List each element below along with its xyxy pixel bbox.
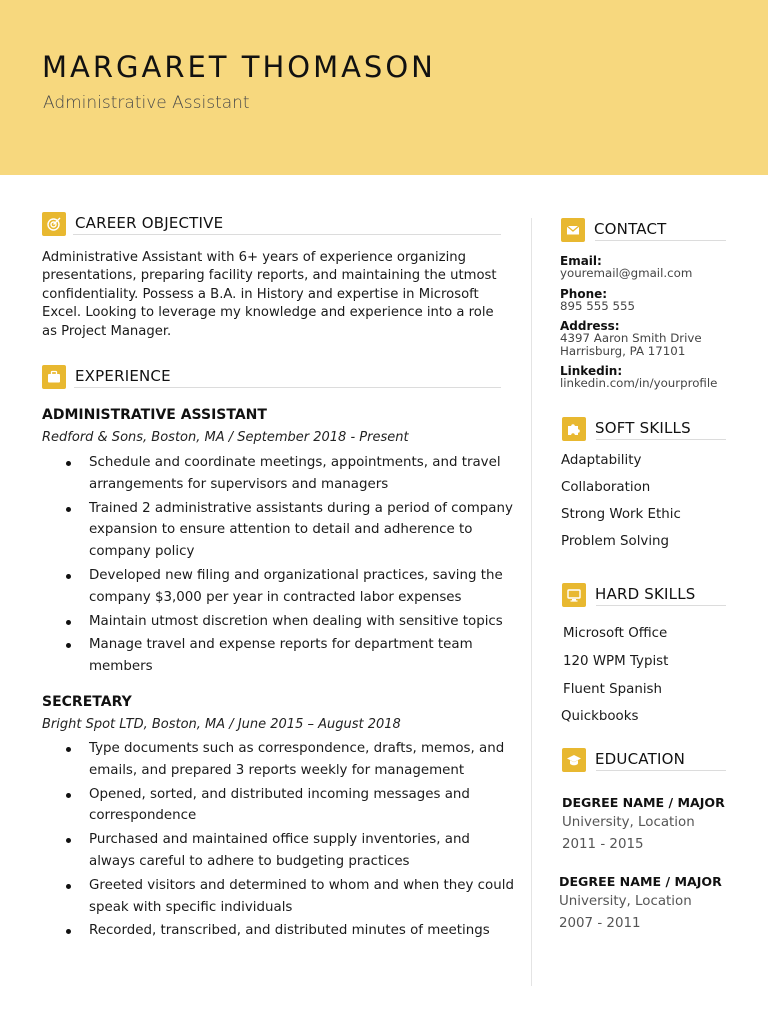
hard-skill-item: Fluent Spanish bbox=[563, 682, 663, 697]
soft-skill-item: Problem Solving bbox=[561, 534, 670, 549]
soft-skill-item: Collaboration bbox=[561, 480, 651, 495]
hard-skill-item: 120 WPM Typist bbox=[563, 654, 669, 669]
hard-skill-item: Microsoft Office bbox=[563, 626, 668, 641]
resume-header bbox=[0, 0, 768, 175]
linkedin-value: linkedin.com/in/yourprofile bbox=[560, 376, 718, 390]
candidate-name: MARGARET THOMASON bbox=[42, 50, 436, 84]
list-item: Recorded, transcribed, and distributed minutes of meetings bbox=[42, 920, 514, 942]
school-years: 2011 - 2015 bbox=[562, 837, 644, 852]
address-label: Address: bbox=[560, 319, 620, 333]
candidate-title: Administrative Assistant bbox=[43, 93, 250, 113]
address-line-2: Harrisburg, PA 17101 bbox=[560, 344, 686, 358]
section-rule bbox=[73, 234, 501, 235]
job-title: ADMINISTRATIVE ASSISTANT bbox=[42, 407, 267, 423]
section-rule bbox=[596, 770, 726, 771]
contact-heading bbox=[561, 218, 667, 242]
soft-skill-item: Adaptability bbox=[561, 453, 642, 468]
list-item: Purchased and maintained office supply inventories, and always careful to adhere to budgeting practices bbox=[42, 829, 514, 873]
list-item: Schedule and coordinate meetings, appointments, and travel arrangements for supervisors and managers bbox=[42, 452, 514, 496]
section-title: EDUCATION bbox=[595, 749, 685, 768]
job-title: SECRETARY bbox=[42, 694, 132, 710]
degree-name: DEGREE NAME / MAJOR bbox=[559, 874, 722, 889]
list-item: Greeted visitors and determined to whom and when they could speak with specific individuals bbox=[42, 875, 514, 919]
list-item: Developed new filing and organizational practices, saving the company $3,000 per year in contracted labor expenses bbox=[42, 565, 514, 609]
job-bullets bbox=[42, 452, 514, 680]
column-divider bbox=[531, 218, 532, 986]
briefcase-icon bbox=[42, 365, 66, 389]
target-icon bbox=[42, 212, 66, 236]
section-title: SOFT SKILLS bbox=[595, 418, 691, 437]
soft-skill-item: Strong Work Ethic bbox=[561, 507, 681, 522]
career-objective-heading bbox=[42, 212, 223, 236]
puzzle-icon bbox=[562, 417, 586, 441]
section-title: CAREER OBJECTIVE bbox=[75, 213, 224, 232]
school-name: University, Location bbox=[559, 894, 692, 909]
linkedin-label: Linkedin: bbox=[560, 364, 623, 378]
graduation-cap-icon bbox=[562, 748, 586, 772]
section-title: CONTACT bbox=[594, 219, 667, 238]
experience-heading bbox=[42, 365, 171, 389]
hard-skills-heading bbox=[562, 583, 696, 607]
hard-skill-item: Quickbooks bbox=[561, 709, 639, 724]
section-rule bbox=[595, 240, 726, 241]
career-objective-text: Administrative Assistant with 6+ years of experience organizing presentations, preparing facility reports, and maintaining the utmost confidentiality. Possess a B.A. in History and expertise in Microsoft Excel. Looking to leverage my knowledge and experience into a role as Project Manager. bbox=[42, 250, 497, 339]
envelope-icon bbox=[561, 218, 585, 242]
section-rule bbox=[596, 439, 726, 440]
phone-value: 895 555 555 bbox=[560, 299, 636, 313]
degree-name: DEGREE NAME / MAJOR bbox=[562, 795, 725, 810]
section-title: HARD SKILLS bbox=[595, 584, 696, 603]
list-item: Trained 2 administrative assistants during a period of company expansion to ensure attention to detail and adherence to company policy bbox=[42, 498, 514, 563]
section-rule bbox=[596, 605, 726, 606]
email-value: youremail@gmail.com bbox=[560, 266, 693, 280]
job-meta: Bright Spot LTD, Boston, MA / June 2015 – August 2018 bbox=[42, 717, 401, 732]
section-title: EXPERIENCE bbox=[75, 366, 171, 385]
monitor-icon bbox=[562, 583, 586, 607]
job-meta: Redford & Sons, Boston, MA / September 2018 - Present bbox=[42, 430, 409, 445]
list-item: Manage travel and expense reports for department team members bbox=[42, 634, 514, 678]
education-heading bbox=[562, 748, 685, 772]
list-item: Type documents such as correspondence, drafts, memos, and emails, and prepared 3 reports weekly for management bbox=[42, 738, 514, 782]
phone-label: Phone: bbox=[560, 287, 608, 301]
list-item: Opened, sorted, and distributed incoming messages and correspondence bbox=[42, 784, 514, 828]
address-line-1: 4397 Aaron Smith Drive bbox=[560, 331, 702, 345]
job-bullets bbox=[42, 738, 514, 944]
school-years: 2007 - 2011 bbox=[559, 916, 641, 931]
soft-skills-heading bbox=[562, 417, 691, 441]
email-label: Email: bbox=[560, 254, 602, 268]
section-rule bbox=[74, 387, 501, 388]
school-name: University, Location bbox=[562, 815, 695, 830]
list-item: Maintain utmost discretion when dealing with sensitive topics bbox=[42, 611, 514, 633]
